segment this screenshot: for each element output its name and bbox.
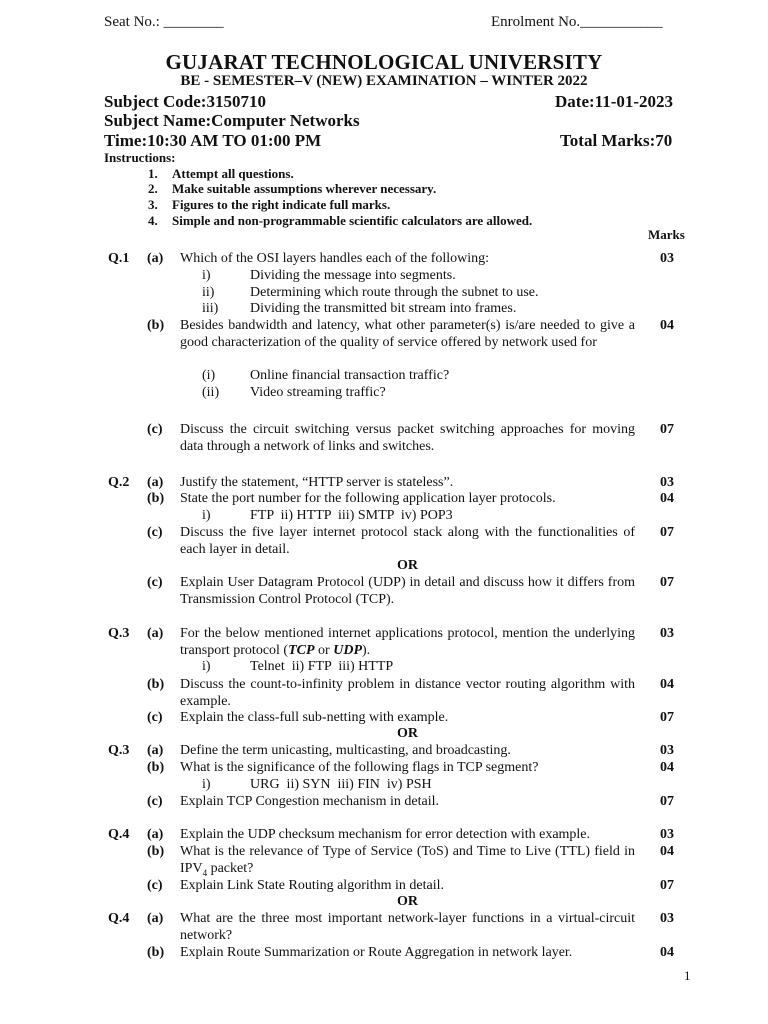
- question-number: Q.2: [108, 475, 130, 490]
- question-text: Explain TCP Congestion mechanism in detail.: [180, 794, 439, 809]
- sub-question-label: (a): [147, 251, 164, 266]
- marks-value: 03: [660, 251, 674, 266]
- seat-no: Seat No.: ________: [104, 14, 224, 30]
- marks-value: 04: [660, 844, 674, 859]
- item-text: URG ii) SYN iii) FIN iv) PSH: [250, 777, 432, 792]
- sub-question-label: (c): [147, 422, 163, 437]
- question-text: Explain User Datagram Protocol (UDP) in detail and discuss how it differs from Transmission Control Protocol (TCP).: [180, 575, 635, 607]
- subject-code: Subject Code:3150710: [104, 92, 266, 111]
- marks-value: 04: [660, 677, 674, 692]
- item-number: i): [202, 659, 211, 674]
- item-text: Telnet ii) FTP iii) HTTP: [250, 659, 394, 674]
- item-number: (ii): [202, 385, 220, 400]
- enrolment-no: Enrolment No.___________: [491, 14, 663, 30]
- marks-value: 03: [660, 911, 674, 926]
- total-marks: Total Marks:70: [560, 131, 673, 150]
- marks-value: 04: [660, 491, 674, 506]
- or-separator: OR: [397, 558, 418, 573]
- question-text: What is the relevance of Type of Service (ToS) and Time to Live (TTL) field in $IPV_4$ packet?: [180, 844, 635, 878]
- sub-question-label: (c): [147, 710, 163, 725]
- item-number: iii): [202, 301, 219, 316]
- question-text: Explain Route Summarization or Route Aggregation in network layer.: [180, 945, 573, 960]
- item-text: FTP ii) HTTP iii) SMTP iv) POP3: [250, 508, 453, 523]
- question-text: Discuss the circuit switching versus packet switching approaches for moving data through a network of links and switches.: [180, 422, 635, 454]
- item-number: (i): [202, 368, 216, 383]
- sub-question-label: (c): [147, 525, 163, 540]
- marks-value: 04: [660, 318, 674, 333]
- or-separator: OR: [397, 894, 418, 909]
- sub-question-label: (a): [147, 626, 164, 641]
- question-text: Besides bandwidth and latency, what other parameter(s) is/are needed to give a good characterization of the quality of service offered by network used for: [180, 318, 635, 350]
- question-number: Q.3: [108, 626, 130, 641]
- item-number: ii): [202, 285, 215, 300]
- question-text: Define the term unicasting, multicasting, and broadcasting.: [180, 743, 511, 758]
- question-text: Explain the class-full sub-netting with example.: [180, 710, 449, 725]
- sub-question-label: (a): [147, 827, 164, 842]
- sub-question-label: (b): [147, 945, 165, 960]
- question-number: Q.3: [108, 743, 130, 758]
- question-text: For the below mentioned internet applications protocol, mention the underlying transport protocol (TCP or UDP).: [180, 626, 635, 658]
- question-text: Explain Link State Routing algorithm in detail.: [180, 878, 445, 893]
- question-text: Discuss the count-to-infinity problem in distance vector routing algorithm with example.: [180, 677, 635, 709]
- item-text: Online financial transaction traffic?: [250, 368, 450, 383]
- subject-name: Subject Name:Computer Networks: [104, 111, 360, 130]
- exam-title: BE - SEMESTER–V (NEW) EXAMINATION – WINTER 2022: [180, 73, 588, 89]
- instruction-item: 3. Figures to the right indicate full marks.: [148, 197, 391, 212]
- marks-value: 03: [660, 626, 674, 641]
- marks-value: 03: [660, 827, 674, 842]
- exam-date: Date:11-01-2023: [555, 92, 674, 111]
- instruction-item: 1. Attempt all questions.: [148, 166, 294, 181]
- sub-question-label: (b): [147, 760, 165, 775]
- marks-value: 07: [660, 710, 674, 725]
- sub-question-label: (a): [147, 475, 164, 490]
- sub-question-label: (c): [147, 575, 163, 590]
- sub-question-label: (b): [147, 677, 165, 692]
- marks-value: 07: [660, 422, 674, 437]
- marks-value: 07: [660, 525, 674, 540]
- instruction-item: 2. Make suitable assumptions wherever necessary.: [148, 181, 437, 196]
- question-text: Which of the OSI layers handles each of the following:: [180, 251, 490, 266]
- sub-question-label: (a): [147, 911, 164, 926]
- exam-time: Time:10:30 AM TO 01:00 PM: [104, 131, 322, 150]
- instruction-item: 4. Simple and non-programmable scientific calculators are allowed.: [148, 213, 533, 228]
- sub-question-label: (b): [147, 844, 165, 859]
- item-text: Dividing the message into segments.: [250, 268, 456, 283]
- marks-value: 04: [660, 760, 674, 775]
- sub-question-label: (c): [147, 794, 163, 809]
- item-number: i): [202, 777, 211, 792]
- marks-value: 03: [660, 475, 674, 490]
- question-number: Q.4: [108, 827, 130, 842]
- question-text: State the port number for the following application layer protocols.: [180, 491, 556, 506]
- marks-value: 03: [660, 743, 674, 758]
- question-text: What are the three most important network-layer functions in a virtual-circuit network?: [180, 911, 635, 943]
- marks-value: 07: [660, 575, 674, 590]
- sub-question-label: (b): [147, 491, 165, 506]
- marks-value: 07: [660, 878, 674, 893]
- page-number: 1: [684, 968, 691, 983]
- marks-value: 07: [660, 794, 674, 809]
- sub-question-label: (a): [147, 743, 164, 758]
- instructions-title: Instructions:: [104, 150, 176, 165]
- item-text: Video streaming traffic?: [250, 385, 386, 400]
- question-number: Q.4: [108, 911, 130, 926]
- item-text: Determining which route through the subnet to use.: [250, 285, 539, 300]
- question-text: Discuss the five layer internet protocol stack along with the functionalities of each layer in detail.: [180, 525, 635, 557]
- marks-value: 04: [660, 945, 674, 960]
- question-number: Q.1: [108, 251, 130, 266]
- item-number: i): [202, 508, 211, 523]
- or-separator: OR: [397, 726, 418, 741]
- question-text: Justify the statement, “HTTP server is stateless”.: [180, 475, 454, 490]
- sub-question-label: (b): [147, 318, 165, 333]
- item-number: i): [202, 268, 211, 283]
- sub-question-label: (c): [147, 878, 163, 893]
- question-text: Explain the UDP checksum mechanism for error detection with example.: [180, 827, 591, 842]
- university-title: GUJARAT TECHNOLOGICAL UNIVERSITY: [165, 50, 603, 74]
- marks-column-header: Marks: [648, 227, 685, 242]
- question-text: What is the significance of the following flags in TCP segment?: [180, 760, 539, 775]
- item-text: Dividing the transmitted bit stream into frames.: [250, 301, 517, 316]
